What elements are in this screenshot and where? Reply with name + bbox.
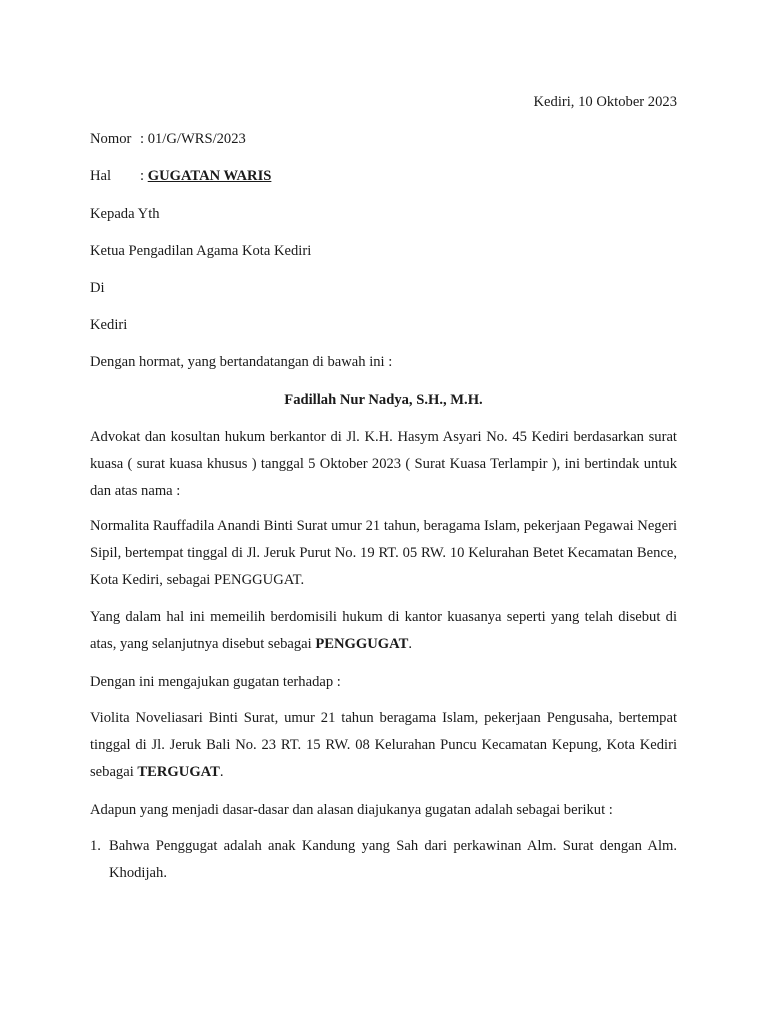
paragraph-tergugat-end: . xyxy=(219,764,224,780)
addressee-line-1: Kepada Yth xyxy=(90,206,160,222)
list-item xyxy=(90,833,677,887)
letter-date: Kediri, 10 Oktober 2023 xyxy=(533,94,677,110)
paragraph-advocate: Advokat dan kosultan hukum berkantor di Jl. K.H. Hasym Asyari No. 45 Kediri berdasarkan surat kuasa ( surat kuasa khusus ) tanggal 5 Oktober 2023 ( Surat Kuasa Terlampir ), ini bertindak untuk dan atas nama : xyxy=(90,429,677,499)
paragraph-gugatan-intro: Dengan ini mengajukan gugatan terhadap : xyxy=(90,674,341,690)
hal-row xyxy=(90,167,271,185)
paragraph-domicile xyxy=(90,604,677,658)
paragraph-tergugat xyxy=(90,705,677,786)
addressee-line-3: Di xyxy=(90,280,105,296)
penggugat-term: PENGGUGAT xyxy=(315,636,409,652)
nomor-row xyxy=(90,130,246,148)
paragraph-tergugat-text: Violita Noveliasari Binti Surat, umur 21 tahun beragama Islam, pekerjaan Pengusaha, bertempat tinggal di Jl. Jeruk Bali No. 23 RT. 15 RW. 08 Kelurahan Puncu Kecamatan Kepung, Kota Kediri sebagai xyxy=(90,710,677,780)
nomor-value: : 01/G/WRS/2023 xyxy=(140,131,246,147)
list-item-number: 1. xyxy=(90,838,101,854)
paragraph-basis: Adapun yang menjadi dasar-dasar dan alasan diajukanya gugatan adalah sebagai berikut : xyxy=(90,802,613,818)
hal-value: GUGATAN WARIS xyxy=(147,168,272,184)
greeting: Dengan hormat, yang bertandatangan di bawah ini : xyxy=(90,354,393,370)
hal-label: Hal xyxy=(90,168,112,184)
addressee-line-4: Kediri xyxy=(90,317,128,333)
paragraph-domicile-text: Yang dalam hal ini memeilih berdomisili hukum di kantor kuasanya seperti yang telah disebut di atas, yang selanjutnya disebut sebagai xyxy=(90,609,677,652)
paragraph-penggugat: Normalita Rauffadila Anandi Binti Surat umur 21 tahun, beragama Islam, pekerjaan Pegawai Negeri Sipil, bertempat tinggal di Jl. Jeruk Purut No. 19 RT. 05 RW. 10 Kelurahan Betet Kecamatan Bence, Kota Kediri, sebagai PENGGUGAT. xyxy=(90,518,677,588)
list-item-text: Bahwa Penggugat adalah anak Kandung yang Sah dari perkawinan Alm. Surat dengan Alm. Khodijah. xyxy=(109,838,677,881)
tergugat-term: TERGUGAT xyxy=(137,764,220,780)
advocate-name: Fadillah Nur Nadya, S.H., M.H. xyxy=(284,392,483,408)
paragraph-domicile-end: . xyxy=(408,636,412,652)
addressee-line-2: Ketua Pengadilan Agama Kota Kediri xyxy=(90,243,312,259)
nomor-label: Nomor xyxy=(90,131,132,147)
hal-colon: : xyxy=(140,168,145,184)
